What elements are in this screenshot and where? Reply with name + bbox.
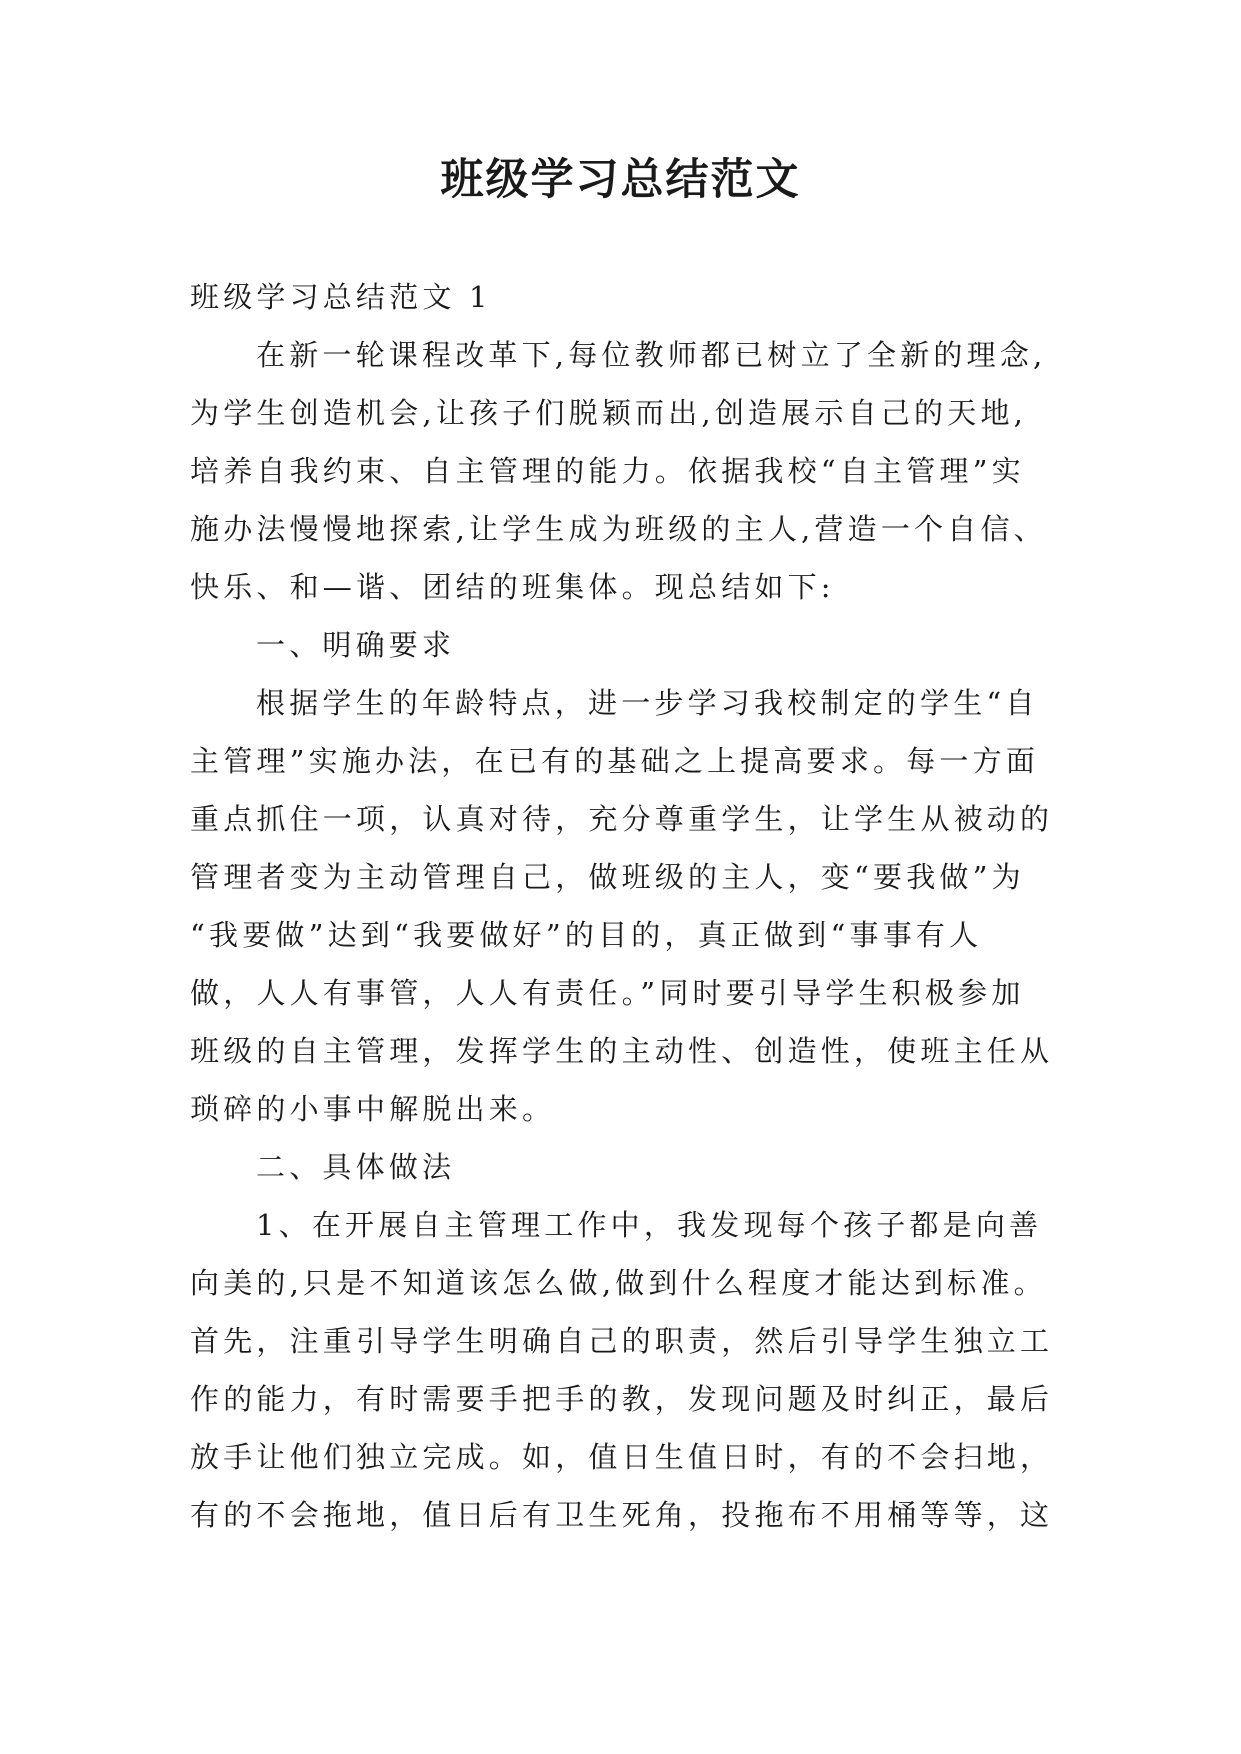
subsection-heading: 一、明确要求 [256, 628, 456, 662]
paragraph-line: 重点抓住一项，认真对待，充分尊重学生，让学生从被动的 [190, 802, 1054, 836]
section-heading: 班级学习总结范文 1 [190, 280, 492, 314]
paragraph-line: 管理者变为主动管理自己，做班级的主人，变“要我做”为 [190, 860, 1025, 894]
paragraph-line: 做，人人有事管，人人有责任。”同时要引导学生积极参加 [190, 976, 1025, 1010]
paragraph-line: 作的能力，有时需要手把手的教，发现问题及时纠正，最后 [190, 1382, 1054, 1416]
paragraph-line: “我要做”达到“我要做好”的目的，真正做到“事事有人 [190, 918, 983, 952]
paragraph-line: 施办法慢慢地探索,让学生成为班级的主人,营造一个自信、 [190, 512, 1047, 546]
paragraph-line: 向美的,只是不知道该怎么做,做到什么程度才能达到标准。 [190, 1266, 1047, 1300]
document-title: 班级学习总结范文 [440, 155, 801, 205]
paragraph-line: 快乐、和—谐、团结的班集体。现总结如下: [190, 570, 835, 604]
subsection-heading: 二、具体做法 [256, 1150, 456, 1184]
paragraph-line: 在新一轮课程改革下,每位教师都已树立了全新的理念, [256, 338, 1047, 372]
paragraph-line: 主管理”实施办法，在已有的基础之上提高要求。每一方面 [190, 744, 1040, 778]
paragraph-line: 琐碎的小事中解脱出来。 [190, 1092, 556, 1126]
paragraph-line: 班级的自主管理，发挥学生的主动性、创造性，使班主任从 [190, 1034, 1054, 1068]
document-body [190, 268, 1052, 1544]
paragraph-line: 首先，注重引导学生明确自己的职责，然后引导学生独立工 [190, 1324, 1054, 1358]
paragraph-line: 为学生创造机会,让孩子们脱颖而出,创造展示自己的天地, [190, 396, 1028, 430]
paragraph-line: 放手让他们独立完成。如，值日生值日时，有的不会扫地， [190, 1440, 1054, 1474]
paragraph-line: 有的不会拖地，值日后有卫生死角，投拖布不用桶等等，这 [190, 1498, 1054, 1532]
paragraph-line: 培养自我约束、自主管理的能力。依据我校“自主管理”实 [190, 454, 1025, 488]
paragraph-line: 1、在开展自主管理工作中，我发现每个孩子都是向善 [256, 1208, 1043, 1242]
paragraph-line: 根据学生的年龄特点，进一步学习我校制定的学生“自 [256, 686, 1039, 720]
